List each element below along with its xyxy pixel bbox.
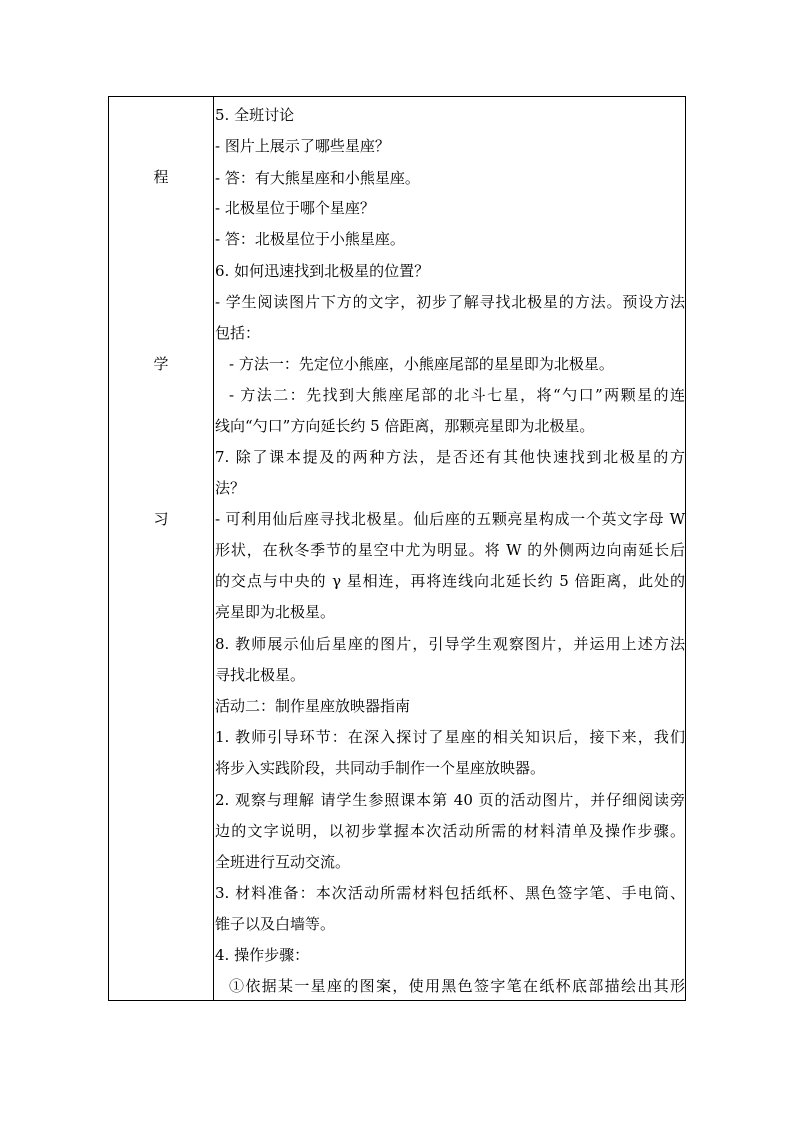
text-line: ①依据某一星座的图案，使用黑色签字笔在纸杯底部描绘出其形 xyxy=(229,977,685,995)
text-line: 全班进行互动交流。 xyxy=(215,853,351,871)
text-line: 边的文字说明，以初步掌握本次活动所需的材料清单及操作步骤。 xyxy=(215,822,685,840)
text-line: 1. 教师引导环节：在深入探讨了星座的相关知识后，接下来，我们 xyxy=(215,728,685,746)
text-line: 活动二：制作星座放映器指南 xyxy=(215,697,411,715)
text-line: 锥子以及白墙等。 xyxy=(215,915,336,933)
section-label-column xyxy=(109,97,214,1000)
side-label-xue: 学 xyxy=(153,355,169,373)
text-line: 4. 操作步骤： xyxy=(215,946,310,964)
text-line: 亮星即为北极星。 xyxy=(215,603,336,621)
lesson-table xyxy=(108,96,686,1001)
text-line: 线向“勺口”方向延长约 5 倍距离，那颗亮星即为北极星。 xyxy=(215,417,595,435)
side-label-xi: 习 xyxy=(153,510,169,528)
text-line: 的交点与中央的 γ 星相连，再将连线向北延长约 5 倍距离，此处的 xyxy=(215,572,685,590)
text-line: 法？ xyxy=(215,479,246,497)
text-line: 5. 全班讨论 xyxy=(215,106,295,124)
text-line: - 学生阅读图片下方的文字，初步了解寻找北极星的方法。预设方法 xyxy=(215,293,685,311)
side-label-cheng: 程 xyxy=(153,168,169,186)
text-line: 3. 材料准备：本次活动所需材料包括纸杯、黑色签字笔、手电筒、 xyxy=(215,884,685,902)
text-line: 6. 如何迅速找到北极星的位置？ xyxy=(215,262,430,280)
text-line: 包括： xyxy=(215,324,261,342)
text-line: - 答：有大熊星座和小熊星座。 xyxy=(215,169,420,187)
content-column xyxy=(215,97,685,1000)
text-line: - 图片上展示了哪些星座？ xyxy=(215,137,390,155)
text-line: - 方法二：先找到大熊座尾部的北斗七星，将“勺口”两颗星的连 xyxy=(229,386,685,404)
text-line: 形状，在秋冬季节的星空中尤为明显。将 W 的外侧两边向南延长后 xyxy=(215,541,685,559)
text-line: 将步入实践阶段，共同动手制作一个星座放映器。 xyxy=(215,759,546,777)
text-line: 8. 教师展示仙后星座的图片，引导学生观察图片，并运用上述方法 xyxy=(215,635,685,653)
text-line: 7. 除了课本提及的两种方法，是否还有其他快速找到北极星的方 xyxy=(215,448,685,466)
text-line: 2. 观察与理解 请学生参照课本第 40 页的活动图片，并仔细阅读旁 xyxy=(215,791,685,809)
text-line: 寻找北极星。 xyxy=(215,666,306,684)
text-line: - 可利用仙后座寻找北极星。仙后座的五颗亮星构成一个英文字母 W xyxy=(215,510,685,528)
text-line: - 答：北极星位于小熊星座。 xyxy=(215,230,405,248)
text-line: - 北极星位于哪个星座？ xyxy=(215,199,375,217)
text-line: - 方法一：先定位小熊座，小熊座尾部的星星即为北极星。 xyxy=(229,355,614,373)
